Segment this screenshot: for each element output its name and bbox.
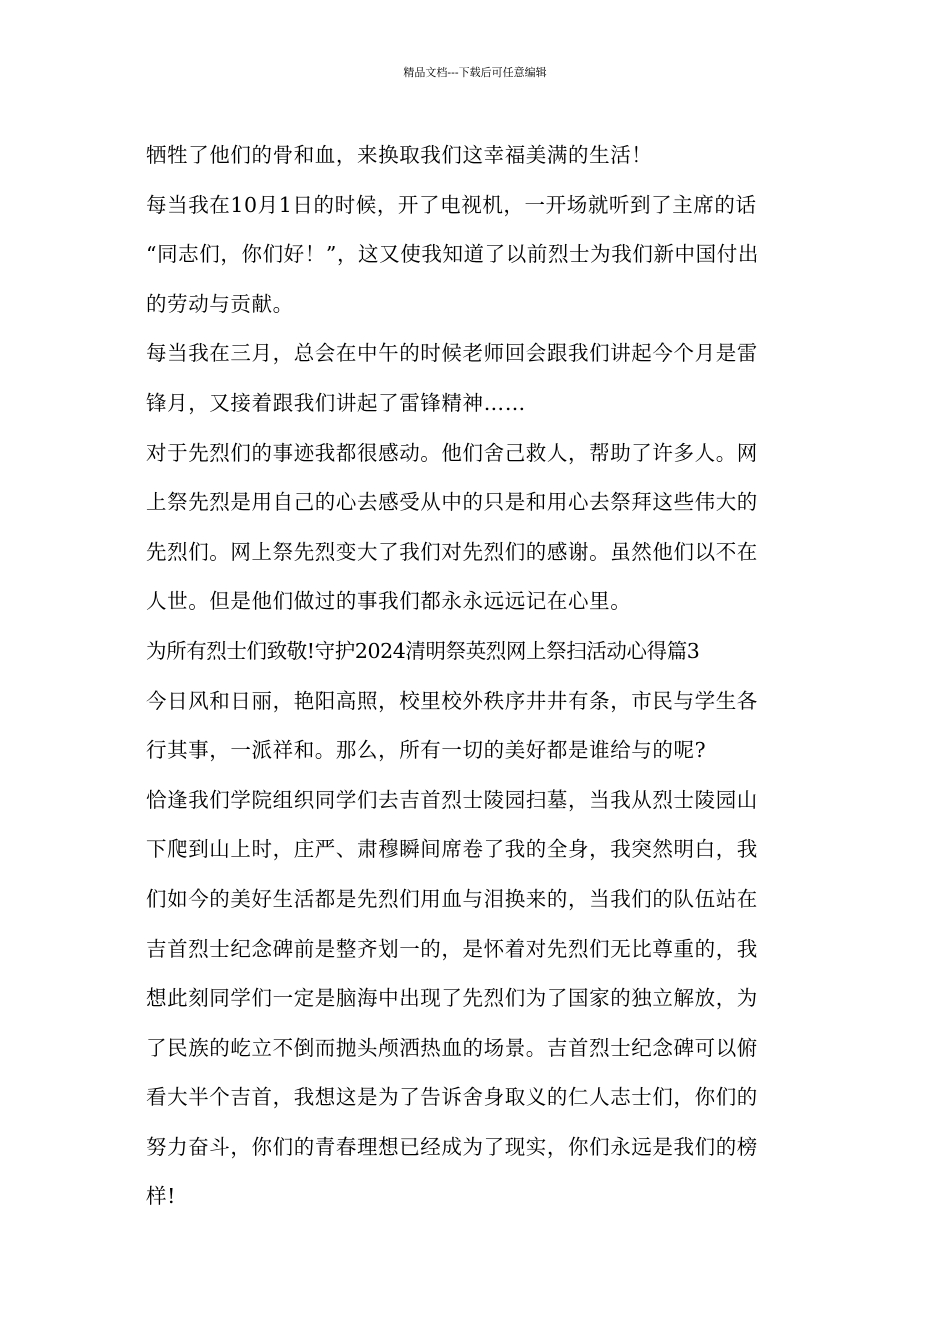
text-line: 吉首烈士纪念碑前是整齐划一的，是怀着对先烈们无比尊重的，我	[146, 936, 758, 961]
text-line: 上祭先烈是用自己的心去感受从中的只是和用心去祭拜这些伟大的	[146, 490, 758, 515]
text-line: “同志们，你们好！”，这又使我知道了以前烈士为我们新中国付出	[146, 242, 759, 267]
text-line: 每当我在10月1日的时候，开了电视机，一开场就听到了主席的话	[146, 192, 757, 217]
text-line: 锋月，又接着跟我们讲起了雷锋精神……	[146, 390, 526, 415]
text-line: 们如今的美好生活都是先烈们用血与泪换来的，当我们的队伍站在	[146, 886, 758, 911]
text-line: 今日风和日丽，艳阳高照，校里校外秩序井井有条，市民与学生各	[146, 688, 758, 713]
text-line: 行其事，一派祥和。那么，所有一切的美好都是谁给与的呢?	[146, 738, 707, 763]
text-line: 想此刻同学们一定是脑海中出现了先烈们为了国家的独立解放，为	[146, 986, 758, 1011]
text-line: 样!	[146, 1184, 176, 1209]
text-line: 对于先烈们的事迹我都很感动。他们舍己救人，帮助了许多人。网	[146, 440, 758, 465]
text-line: 了民族的屹立不倒而抛头颅洒热血的场景。吉首烈士纪念碑可以俯	[146, 1035, 758, 1060]
text-line: 每当我在三月，总会在中午的时候老师回会跟我们讲起今个月是雷	[146, 341, 758, 366]
text-line: 努力奋斗，你们的青春理想已经成为了现实，你们永远是我们的榜	[146, 1134, 758, 1159]
text-line: 先烈们。网上祭先烈变大了我们对先烈们的感谢。虽然他们以不在	[146, 539, 758, 564]
text-line: 看大半个吉首，我想这是为了告诉舍身取义的仁人志士们，你们的	[146, 1085, 758, 1110]
section-heading: 为所有烈士们致敬!守护2024清明祭英烈网上祭扫活动心得篇3	[146, 638, 700, 663]
text-line: 的劳动与贡献。	[146, 291, 294, 316]
page-header: 精品文档---下载后可任意编辑	[403, 66, 547, 79]
text-line: 恰逢我们学院组织同学们去吉首烈士陵园扫墓，当我从烈士陵园山	[146, 787, 758, 812]
text-line: 下爬到山上时，庄严、肃穆瞬间席卷了我的全身，我突然明白，我	[146, 837, 758, 862]
body-text	[146, 131, 810, 1222]
text-line: 牺牲了他们的骨和血，来换取我们这幸福美满的生活！	[146, 143, 653, 167]
text-line: 人世。但是他们做过的事我们都永永远远记在心里。	[146, 589, 632, 614]
